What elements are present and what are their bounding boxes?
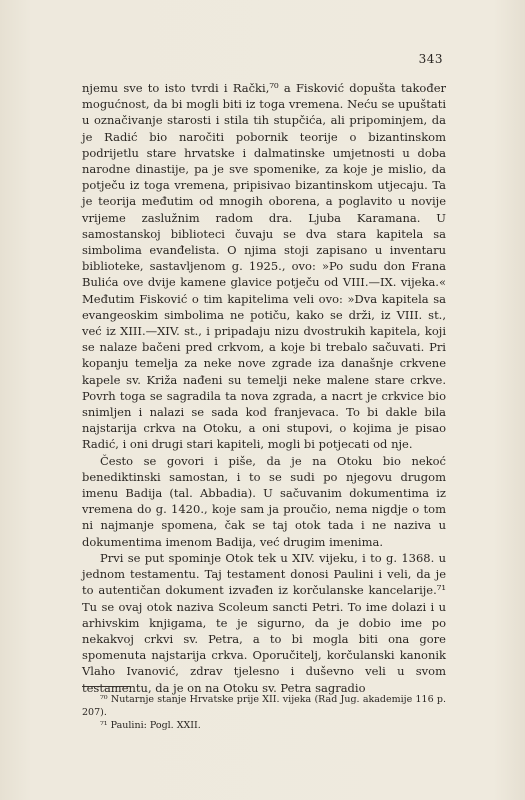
footnote-separator	[82, 686, 130, 687]
paragraph-2: Često se govori i piše, da je na Otoku bio nekoć benediktinski samostan, i to se sudi po njegovu drugom imenu Badija (tal. Abbadia). U sačuvanim dokumentima iz vremena do g. 1420., koje sam ja proučio, nema nigdje o tom ni najmanje spomena, čak se taj otok tada i ne naziva u dokumentima imenom Badija, već drugim imenima.	[82, 453, 446, 549]
paragraph-1: njemu sve to isto tvrdi i Rački,⁷⁰ a Fisković dopušta također mogućnost, da bi mogli biti iz toga vremena. Neću se upuštati u označivanje starosti i stila tih stupčića, ali pripominjem, da je Radić bio naročiti pobornik teorije o bizantinskom podrijetlu stare hrvatske i dalmatinske umjetnosti u doba narodne dinastije, pa je sve spomenike, za koje je mislio, da potječu iz toga vremena, pripisivao bizantinskom utjecaju. Ta je teorija međutim od mnogih oborena, a poglavito u novije vrijeme zaslužnim radom dra. Ljuba Karamana. U samostanskoj biblioteci čuvaju se dva stara kapitela sa simbolima evanđelista. O njima stoji zapisano u inventaru biblioteke, sastavljenom g. 1925., ovo: »Po sudu don Frana Bulića ove dvije kamene glavice potječu od VIII.—IX. vijeka.« Međutim Fisković o tim kapitelima veli ovo: »Dva kapitela sa evangeoskim simbolima ne potiču, kako se drži, iz VIII. st., već iz XIII.—XIV. st., i pripadaju nizu dvostrukih kapitela, koji se nalaze bačeni pred crkvom, a koje bi trebalo sačuvati. Pri kopanju temelja za neke nove zgrade iza današnje crkvene kapele sv. Križa nađeni su temelji neke malene stare crkve. Povrh toga se sagradila ta nova zgrada, a nacrt je crkvice bio snimljen i nalazi se sada kod franjevaca. To bi dakle bila najstarija crkva na Otoku, a oni stupovi, o kojima je pisao Radić, i oni drugi stari kapiteli, mogli bi potjecati od nje.	[82, 81, 446, 452]
footnote-70: ⁷⁰ Nutarnje stanje Hrvatske prije XII. vijeka (Rad Jug. akademije 116 p. 207).	[82, 694, 446, 718]
footnotes	[82, 693, 446, 732]
footnote-71: ⁷¹ Paulini: Pogl. XXII.	[100, 720, 201, 731]
paragraph-3: Prvi se put spominje Otok tek u XIV. vijeku, i to g. 1368. u jednom testamentu. Taj testament donosi Paulini i veli, da je to autentičan dokument izvađen iz korčulanske kancelarije.⁷¹ Tu se ovaj otok naziva Scoleum sancti Petri. To ime dolazi i u arhivskim knjigama, te je sigurno, da je dobio ime po nekakvoj crkvi sv. Petra, a to bi mogla biti ona gore spomenuta najstarija crkva. Oporučitelj, korčulanski kanonik Vlaho Ivanović, zdrav tjelesno i duševno veli u svom testamentu, da je on na Otoku sv. Petra sagradio	[82, 550, 446, 695]
page-number: 343	[418, 52, 443, 66]
body-text	[82, 80, 446, 696]
